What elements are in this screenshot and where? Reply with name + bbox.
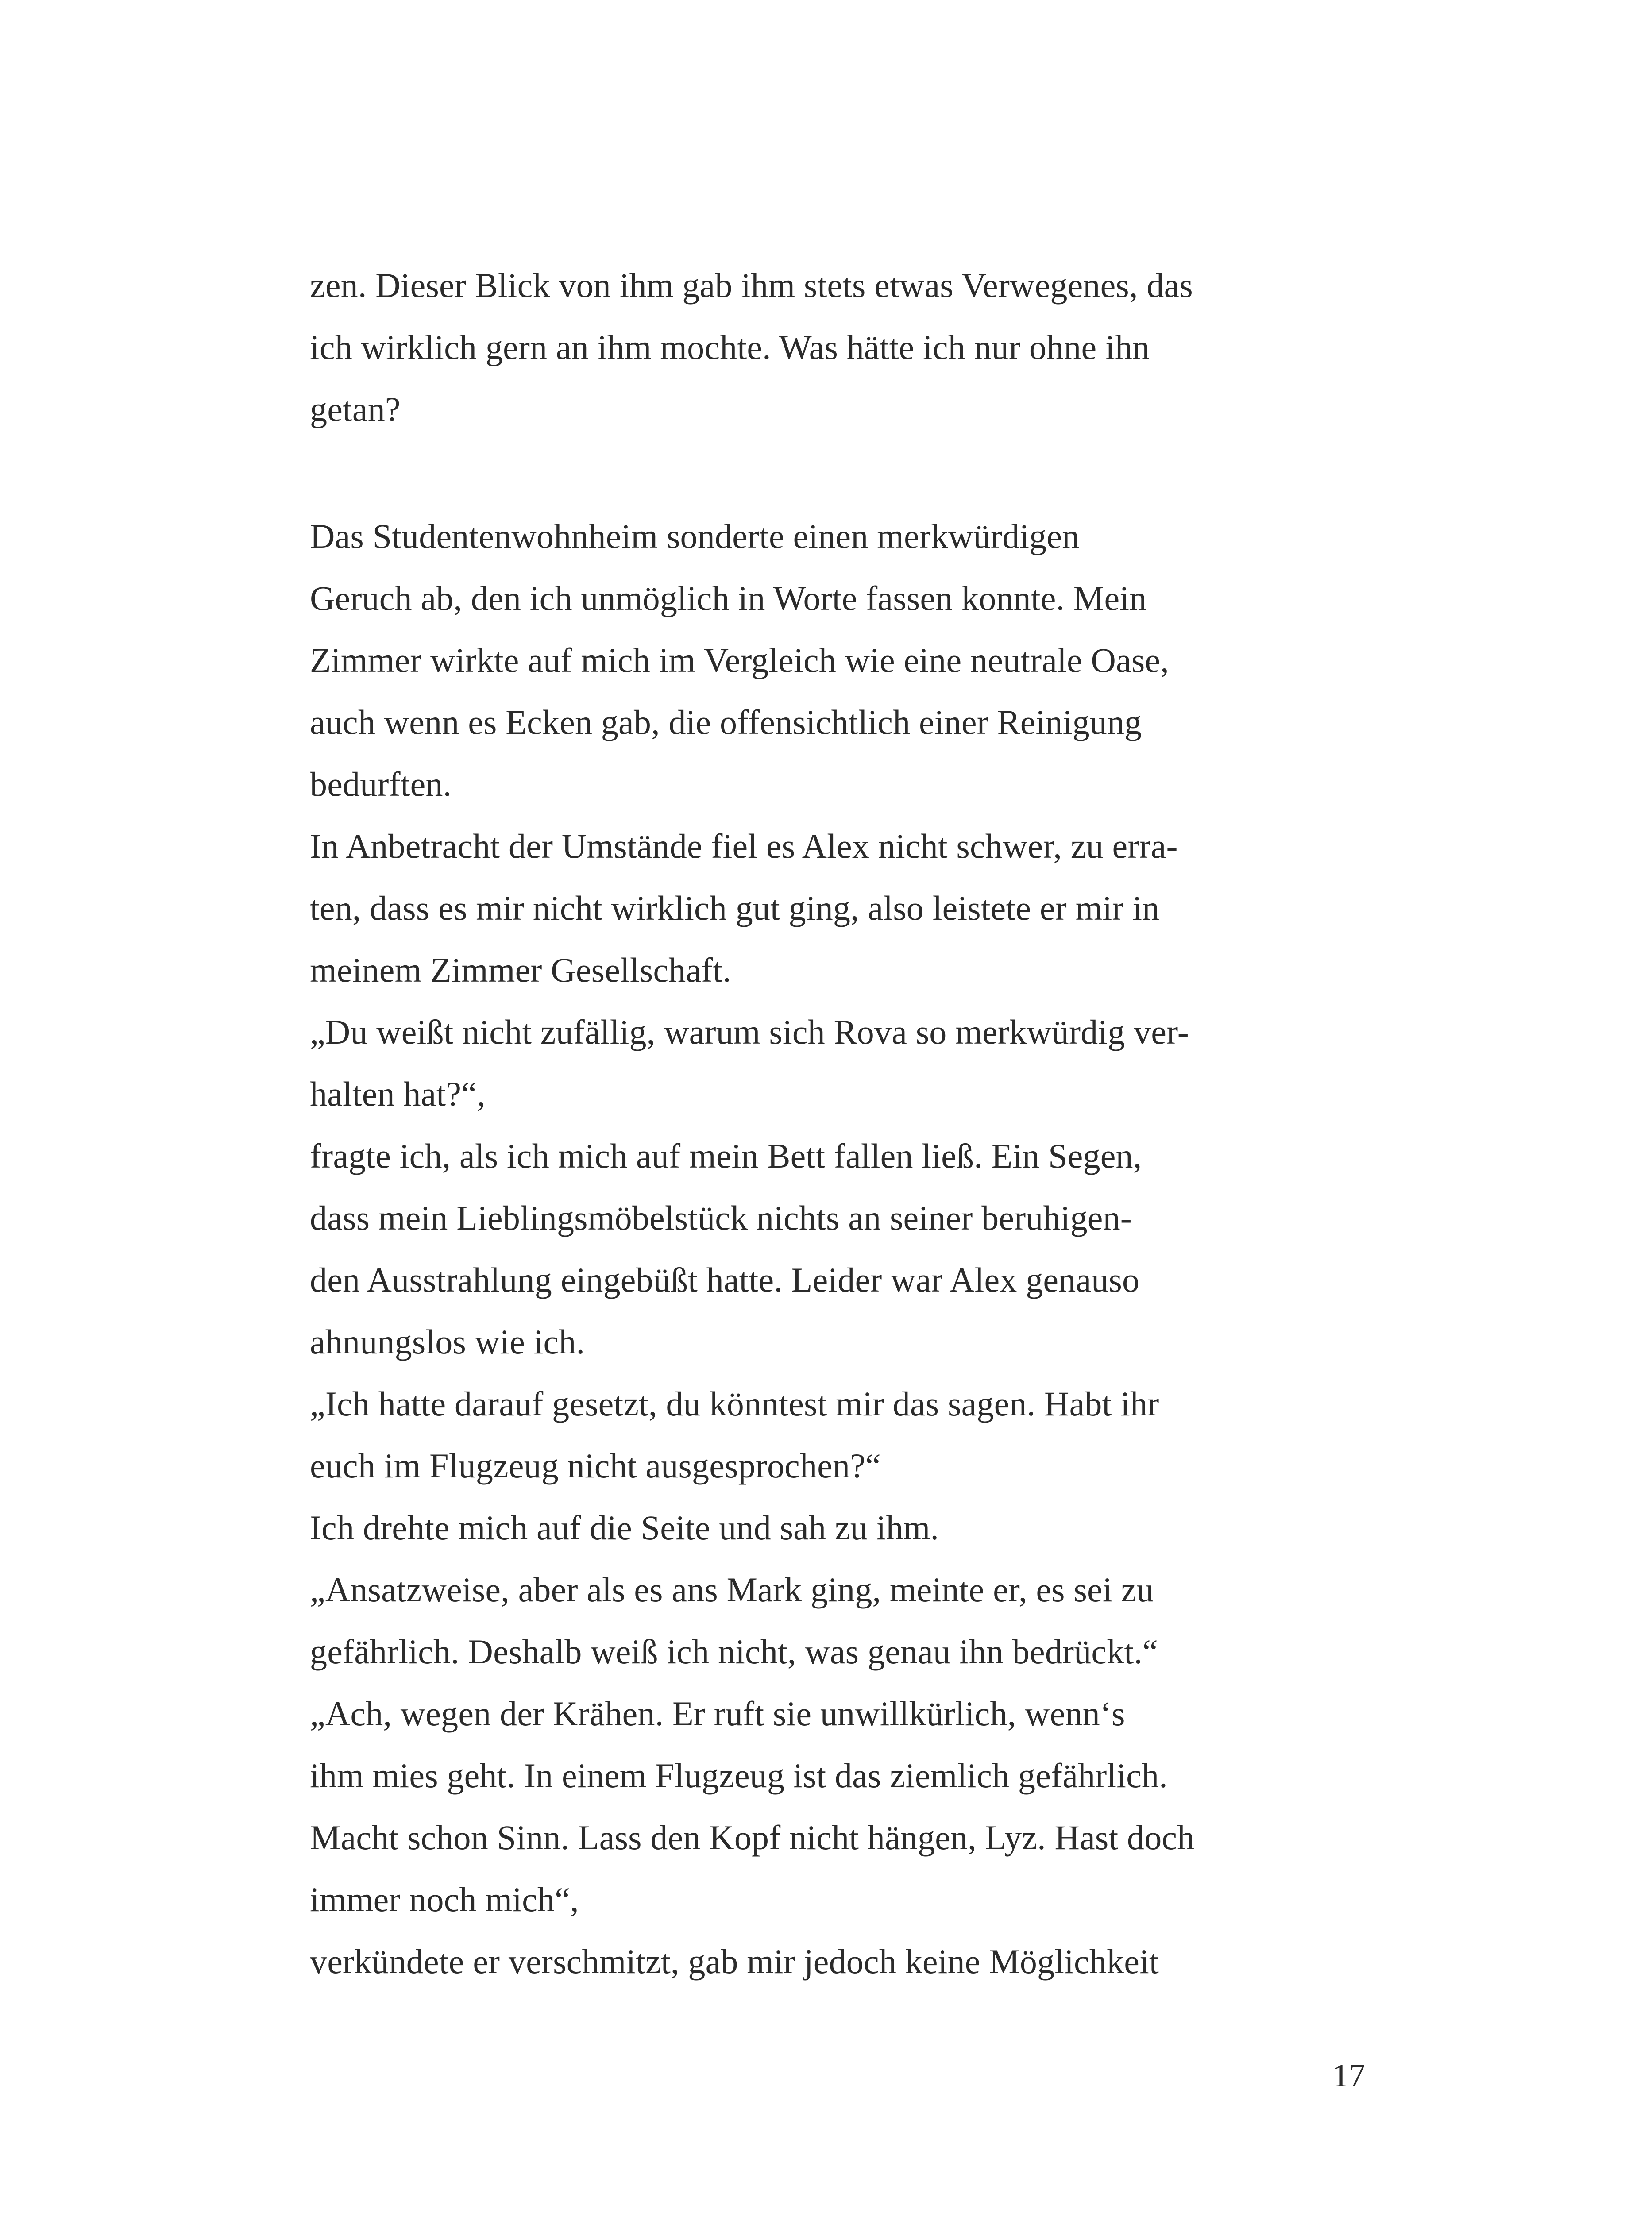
text-line: den Ausstrahlung eingebüßt hatte. Leider war Alex genauso	[310, 1261, 1140, 1299]
text-line: dass mein Lieblingsmöbelstück nichts an seiner beruhigen-	[310, 1199, 1132, 1237]
text-line: verkündete er verschmitzt, gab mir jedoch keine Möglichkeit	[310, 1942, 1159, 1981]
text-line: Zimmer wirkte auf mich im Vergleich wie eine neutrale Oase,	[310, 641, 1169, 679]
text-line: „Du weißt nicht zufällig, warum sich Rova so merkwürdig ver-	[310, 1013, 1189, 1051]
page-number: 17	[1332, 2058, 1365, 2094]
text-line: getan?	[310, 390, 401, 428]
text-line: ahnungslos wie ich.	[310, 1322, 585, 1361]
text-line: bedurften.	[310, 765, 452, 803]
text-line: euch im Flugzeug nicht ausgesprochen?“	[310, 1446, 881, 1485]
text-line: „Ach, wegen der Krähen. Er ruft sie unwillkürlich, wenn‘s	[310, 1694, 1125, 1733]
text-line: gefährlich. Deshalb weiß ich nicht, was genau ihn bedrückt.“	[310, 1632, 1158, 1671]
paragraph-top	[310, 254, 1381, 440]
text-line: In Anbetracht der Umstände fiel es Alex nicht schwer, zu erra-	[310, 827, 1178, 865]
text-line: halten hat?“,	[310, 1075, 486, 1113]
text-line: „Ich hatte darauf gesetzt, du könntest mir das sagen. Habt ihr	[310, 1384, 1159, 1423]
text-line: auch wenn es Ecken gab, die offensichtlich einer Reinigung	[310, 703, 1142, 741]
text-line: Macht schon Sinn. Lass den Kopf nicht hängen, Lyz. Hast doch	[310, 1818, 1195, 1857]
text-line: meinem Zimmer Gesellschaft.	[310, 951, 731, 989]
text-line: Geruch ab, den ich unmöglich in Worte fassen konnte. Mein	[310, 579, 1147, 617]
text-line: ten, dass es mir nicht wirklich gut ging, also leistete er mir in	[310, 889, 1160, 927]
text-line: Das Studentenwohnheim sonderte einen merkwürdigen	[310, 517, 1080, 555]
text-line: zen. Dieser Blick von ihm gab ihm stets etwas Verwegenes, das	[310, 266, 1193, 305]
text-line: Ich drehte mich auf die Seite und sah zu ihm.	[310, 1508, 939, 1547]
text-line: „Ansatzweise, aber als es ans Mark ging, meinte er, es sei zu	[310, 1570, 1154, 1609]
text-line: ihm mies geht. In einem Flugzeug ist das ziemlich gefährlich.	[310, 1756, 1168, 1795]
text-line: ich wirklich gern an ihm mochte. Was hätte ich nur ohne ihn	[310, 328, 1150, 366]
text-line: immer noch mich“,	[310, 1880, 579, 1919]
paragraph-main	[310, 505, 1381, 1993]
text-line: fragte ich, als ich mich auf mein Bett fallen ließ. Ein Segen,	[310, 1137, 1142, 1175]
